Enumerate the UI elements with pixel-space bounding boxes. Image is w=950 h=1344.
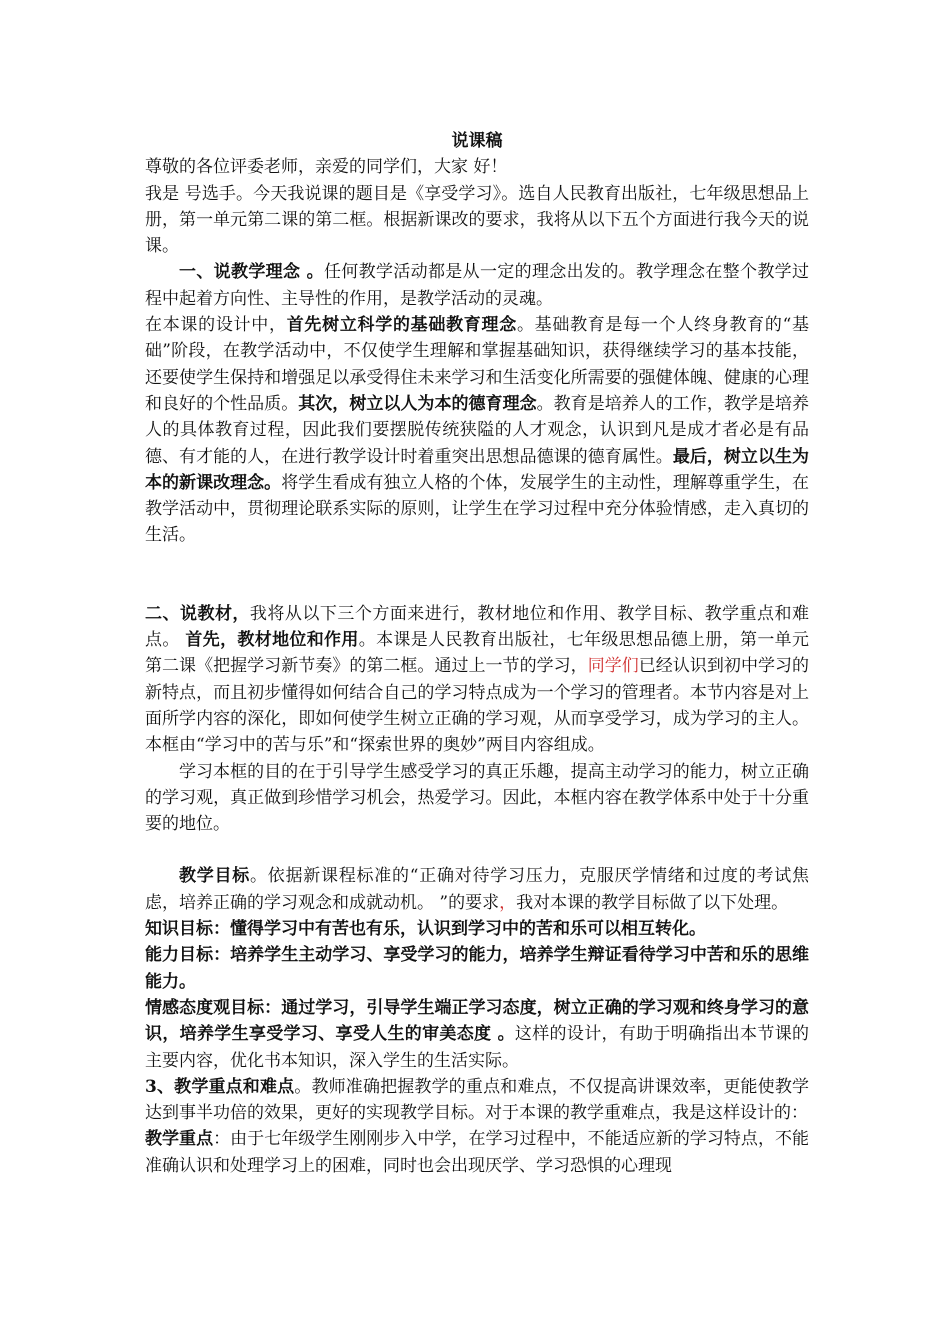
key-point-text: ：由于七年级学生刚刚步入中学，在学习过程中，不能适应新的学习特点，不能准确认识和处理学习上的困难，同时也会出现厌学、学习恐惧的心理现 [145,1129,810,1176]
section2-text-a: 我将从以下三个方面来进行，教材地位和作用、教学目标、教学重点和难点。 [145,603,810,651]
knowledge-goal-text: 知识目标：懂得学习中有苦也有乐，认识到学习中的苦和乐可以相互转化。 [145,919,706,940]
spacer [145,837,809,863]
section2-red-text: 同学们 [587,656,639,677]
emotion-goal-bold: 情感态度观目标：通过学习，引导学生端正学习态度，树立正确的学习观和终身学习的意识，培养学生享受学习、享受人生的审美态度 。 [145,997,809,1045]
design-text-b: 。基础教育是每一个人终身教育的“基础”阶段，在教学活动中，不仅使学生理解和掌握基础知识，获得继续学习的基本技能，还要使学生保持和增强足以承受得住未来学习和生活变化所需要的强健体魄、健康的心理和良好的个性品质。 [145,315,809,414]
goals-paragraph [145,863,809,916]
section2-text-c: 已经认识到初中学习的新特点，而且初步懂得如何结合自己的学习特点成为一个学习的管理者。本节内容是对上面所学内容的深化，即如何使学生树立正确的学习观，从而享受学习，成为学习的主人。本框由“学习中的苦与乐”和“探索世界的奥妙”两目内容组成。 [145,656,810,756]
design-text-a: 在本课的设计中， [145,315,287,336]
goals-heading: 教学目标 [179,866,251,887]
emotion-goal [145,995,809,1074]
design-text-d: 将学生看成有独立人格的个体，发展学生的主动性，理解尊重学生，在教学活动中，贯彻理论联系实际的原则，让学生在学习过程中充分体验情感，走入真切的生活。 [145,472,810,546]
ability-goal [145,942,809,995]
design-bold-b: 其次，树立以人为本的德育理念 [298,393,537,414]
design-text-c: 。教育是培养人的工作，教学是培养人的具体教育过程，因此我们要摆脱传统狭隘的人才观念，认识到凡是成才者必是有品德、有才能的人，在进行教学设计时着重突出思想品德课的德育属性。 [145,393,810,467]
section2-paragraph-2: 学习本框的目的在于引导学生感受学习的真正乐趣，提高主动学习的能力，树立正确的学习观，真正做到珍惜学习机会，热爱学习。因此，本框内容在教学体系中处于十分重要的地位。 [145,761,809,835]
section2-text-b: 。本课是人民教育出版社，七年级思想品德上册，第一单元第二课《把握学习新节奏》的第二框。通过上一节的学习， [145,630,810,677]
section3-text: 。教师准确把握教学的重点和难点，不仅提高讲课效率，更能使教学达到事半功倍的效果，更好的实现教学目标。对于本课的教学重难点，我是这样设计的： [145,1076,809,1124]
knowledge-goal [145,916,809,942]
ability-goal-text: 能力目标：培养学生主动学习、享受学习的能力，培养学生辩证看待学习中苦和乐的思维能力。 [145,945,809,992]
spacer [145,575,809,601]
spacer [145,549,809,575]
document-title: 说课稿 [451,131,503,151]
section3-paragraph [145,1074,809,1127]
design-bold-a: 首先树立科学的基础教育理念 [286,315,517,336]
greeting: 尊敬的各位评委老师，亲爱的同学们，大家 好！ [145,157,508,178]
section1-text: 任何教学活动都是从一定的理念出发的。教学理念在整个教学过程中起着方向性、主导性的作用，是教学活动的灵魂。 [145,262,810,309]
goals-red-comma: ， [499,892,517,913]
goals-text-b: 我对本课的教学目标做了以下处理。 [516,892,789,913]
document-page [145,118,809,1179]
section2-bold-a: 首先，教材地位和作用 [185,630,359,651]
goals-text-a: 。依据新课程标准的“正确对待学习压力，克服厌学情绪和过度的考试焦虑，培养正确的学习观念和成就动机。 ”的要求 [145,866,809,913]
section1-heading: 一、说教学理念 。 [179,262,324,283]
key-point-paragraph [145,1126,809,1179]
section3-heading: 3、教学重点和难点 [145,1076,295,1097]
design-bold-c: 最后，树立以生为本的新课改理念。 [145,446,810,493]
section2-heading: 二、说教材， [145,603,250,624]
section1-paragraph [145,259,809,312]
intro-paragraph: 我是 号选手。今天我说课的题目是《享受学习》。选自人民教育出版社，七年级思想品上册，第一单元第二课的第二框。根据新课改的要求，我将从以下五个方面进行我今天的说课。 [145,183,809,257]
key-point-heading: 教学重点 [145,1129,214,1150]
emotion-goal-text: 这样的设计，有助于明确指出本节课的主要内容，优化书本知识，深入学生的生活实际。 [145,1024,810,1071]
section2-paragraph [145,601,809,759]
section1-design-paragraph [145,312,809,549]
